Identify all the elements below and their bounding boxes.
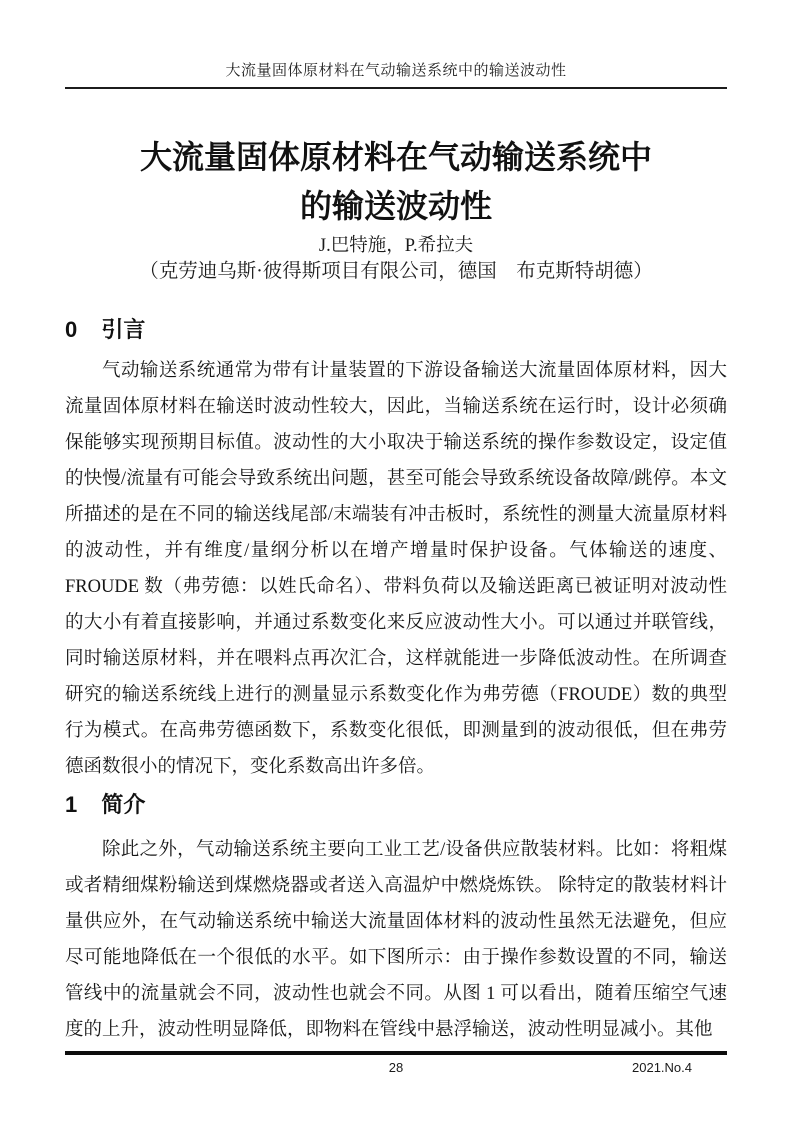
running-header: 大流量固体原材料在气动输送系统中的输送波动性 bbox=[225, 63, 567, 79]
paragraph-line: 除此之外，气动输送系统主要向工业工艺/设备供应散装材料。比如：将粗煤 bbox=[102, 840, 727, 860]
issue-label: 2021.No.4 bbox=[632, 1060, 692, 1075]
page-title-line-2: 的输送波动性 bbox=[299, 188, 492, 224]
paragraph-line: 度的上升，波动性明显降低，即物料在管线中悬浮输送，波动性明显减小。其他 bbox=[65, 1020, 713, 1040]
paragraph-line: 气动输送系统通常为带有计量装置的下游设备输送大流量固体原材料，因大 bbox=[102, 361, 727, 381]
section-heading-1 bbox=[65, 793, 727, 816]
footer-rule bbox=[65, 1051, 727, 1055]
running-header-block bbox=[65, 0, 727, 89]
paragraph-line: 的快慢/流量有可能会导致系统出问题，甚至可能会导致系统设备故障/跳停。本文 bbox=[65, 469, 727, 489]
paragraph-line: 流量固体原材料在输送时波动性较大，因此，当输送系统在运行时，设计必须确 bbox=[65, 397, 727, 417]
section-introduction-0 bbox=[65, 318, 727, 785]
paragraph-line: 研究的输送系统线上进行的测量显示系数变化作为弗劳德（FROUDE）数的典型 bbox=[65, 685, 727, 705]
paragraph bbox=[65, 353, 727, 785]
page-footer bbox=[65, 1051, 727, 1077]
paragraph-line: 的大小有着直接影响，并通过系数变化来反应波动性大小。可以通过并联管线， bbox=[65, 613, 727, 633]
section-label: 引言 bbox=[101, 317, 146, 342]
section-heading-0 bbox=[65, 318, 727, 341]
paragraph-line: 或者精细煤粉输送到煤燃烧器或者送入高温炉中燃烧炼铁。 除特定的散装材料计 bbox=[65, 876, 727, 896]
paragraph-line: 德函数很小的情况下，变化系数高出许多倍。 bbox=[65, 757, 436, 777]
page-number: 28 bbox=[388, 1060, 404, 1075]
affiliation-line: （克劳迪乌斯·彼得斯项目有限公司，德国 布克斯特胡德） bbox=[139, 261, 653, 282]
section-label: 简介 bbox=[101, 792, 146, 817]
footer-row bbox=[65, 1059, 727, 1077]
paragraph-line: 所描述的是在不同的输送线尾部/末端装有冲击板时，系统性的测量大流量原材料 bbox=[65, 505, 727, 525]
paragraph bbox=[65, 832, 727, 1048]
paragraph-line: 量供应外，在气动输送系统中输送大流量固体材料的波动性虽然无法避免，但应 bbox=[65, 912, 727, 932]
page-title-line-1: 大流量固体原材料在气动输送系统中 bbox=[139, 139, 652, 175]
paragraph-line: 同时输送原材料，并在喂料点再次汇合，这样就能进一步降低波动性。在所调查 bbox=[65, 649, 727, 669]
paragraph-line: 的波动性，并有维度/量纲分析以在增产增量时保护设备。气体输送的速度、 bbox=[65, 541, 727, 561]
paragraph-line: 尽可能地降低在一个很低的水平。如下图所示：由于操作参数设置的不同，输送 bbox=[65, 948, 727, 968]
authors-line: J.巴特施，P.希拉夫 bbox=[318, 236, 474, 256]
paragraph-line: 管线中的流量就会不同，波动性也就会不同。从图 1 可以看出，随着压缩空气速 bbox=[65, 984, 727, 1004]
section-number: 0 bbox=[65, 317, 78, 342]
paragraph-line: 行为模式。在高弗劳德函数下，系数变化很低，即测量到的波动很低，但在弗劳 bbox=[65, 721, 727, 741]
section-number: 1 bbox=[65, 792, 78, 817]
page-title bbox=[65, 133, 727, 231]
paragraph-line: 保能够实现预期目标值。波动性的大小取决于输送系统的操作参数设定，设定值 bbox=[65, 433, 727, 453]
paragraph-line: FROUDE 数（弗劳德：以姓氏命名）、带料负荷以及输送距离已被证明对波动性 bbox=[65, 577, 727, 597]
section-brief-1 bbox=[65, 793, 727, 1048]
